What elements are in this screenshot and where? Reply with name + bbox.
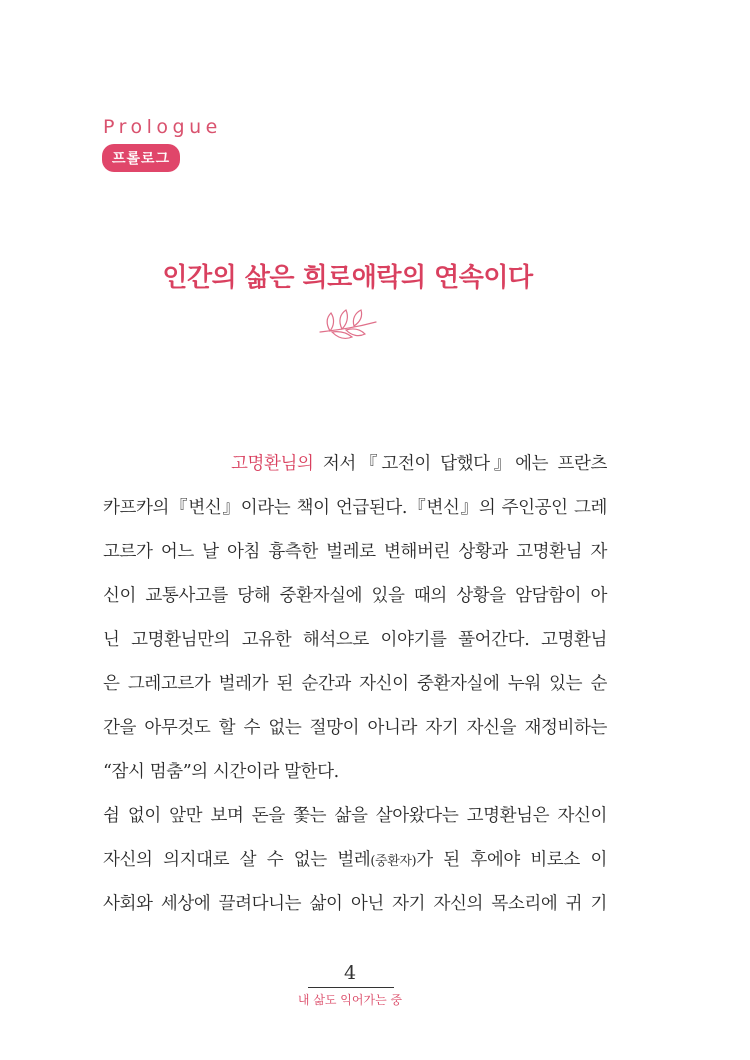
body-line: 간을 아무것도 할 수 없는 절망이 아니라 자기 자신을 재정비하는 (103, 718, 607, 738)
body-line: 은 그레고르가 벌레가 된 순간과 자신이 중환자실에 누워 있는 순 (103, 674, 607, 694)
section-badge: 프롤로그 (102, 144, 180, 172)
body-line: 닌 고명환님만의 고유한 해석으로 이야기를 풀어간다. 고명환님 (103, 630, 607, 650)
page-number: 4 (343, 962, 357, 984)
body-line: 자신의 의지대로 살 수 없는 벌레(중환자)가 된 후에야 비로소 이 (103, 850, 607, 870)
body-line: 카프카의『변신』이라는 책이 언급된다.『변신』의 주인공인 그레 (103, 498, 607, 518)
highlight-name: 고명환님의 (231, 454, 314, 474)
inline-note: (중환자) (370, 854, 417, 869)
section-label: Prologue (103, 116, 222, 138)
book-title: 내 삶도 익어가는 중 (297, 993, 403, 1007)
footer-divider (308, 987, 394, 988)
body-line: 사회와 세상에 끌려다니는 삶이 아닌 자기 자신의 목소리에 귀 기 (103, 894, 607, 914)
leaf-branch-icon (316, 306, 378, 344)
body-text (103, 442, 607, 926)
body-line: 쉼 없이 앞만 보며 돈을 쫓는 삶을 살아왔다는 고명환님은 자신이 (103, 806, 607, 826)
body-line: 고명환님의 저서『고전이 답했다』에는 프란츠 (231, 454, 607, 474)
chapter-title: 인간의 삶은 희로애락의 연속이다 (162, 263, 533, 293)
body-line: 고르가 어느 날 아침 흉측한 벌레로 변해버린 상황과 고명환님 자 (103, 542, 607, 562)
body-line: “잠시 멈춤”의 시간이라 말한다. (103, 762, 339, 782)
body-line: 신이 교통사고를 당해 중환자실에 있을 때의 상황을 암담함이 아 (103, 586, 607, 606)
